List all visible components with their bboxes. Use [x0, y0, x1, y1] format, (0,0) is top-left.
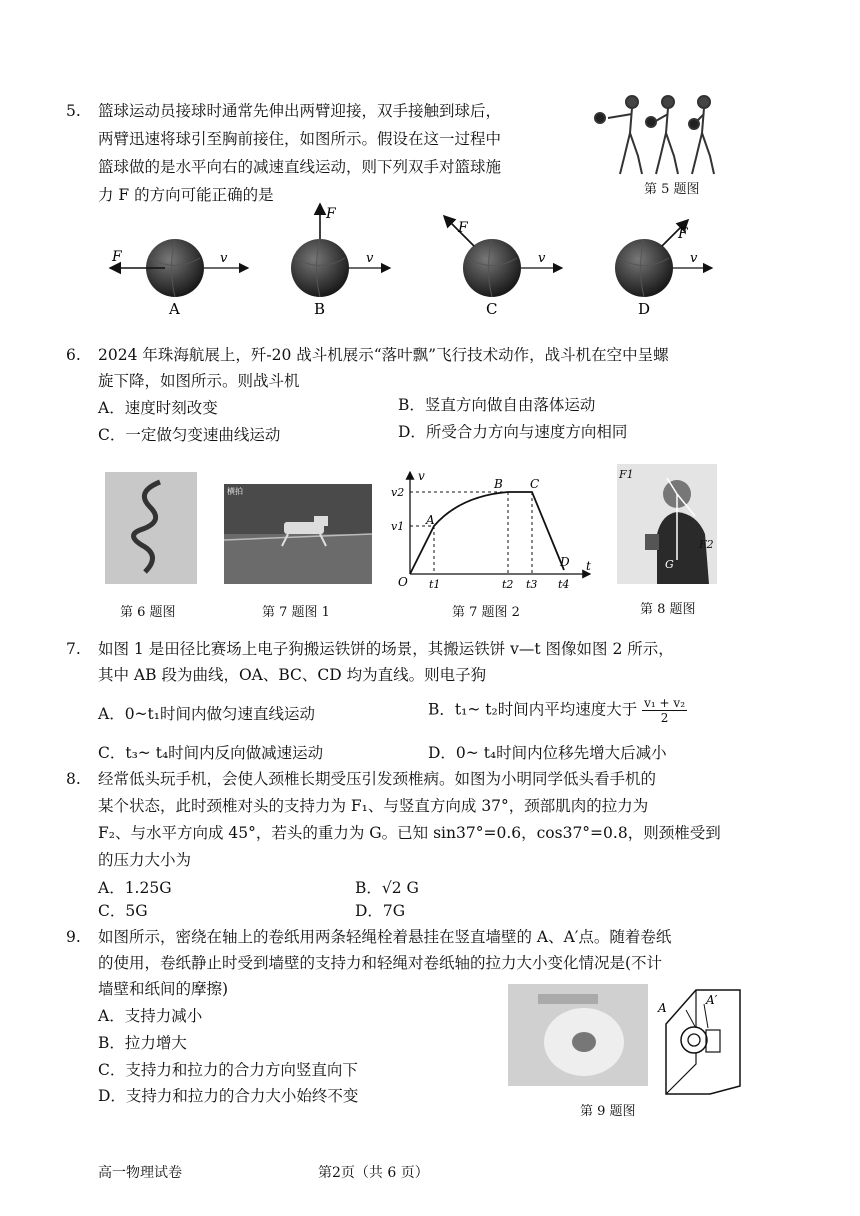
question-9-number: 9. [66, 928, 81, 946]
question-8-option-b: B．√2 G [355, 879, 419, 897]
t2-tick-label: t2 [502, 578, 514, 591]
velocity-label-b: v [366, 251, 374, 266]
figure-9-photo [508, 984, 648, 1086]
question-7-option-b [428, 696, 687, 725]
question-7-number: 7. [66, 640, 81, 658]
question-8-line-2: 某个状态，此时颈椎对头的支持力为 F₁、与竖直方向成 37°，颈部肌肉的拉力为 [98, 797, 649, 815]
figure-6-caption: 第 6 题图 [120, 605, 176, 620]
point-a-prime-label-9: A′ [706, 993, 718, 1007]
figure-7-2-caption: 第 7 题图 2 [452, 605, 520, 620]
figure-7-2-vt-graph [390, 466, 600, 592]
force-label-a: F [112, 249, 122, 265]
question-5-line-1: 篮球运动员接球时通常先伸出两臂迎接，双手接触到球后， [98, 102, 502, 120]
question-9-line-2: 的使用，卷纸静止时受到墙壁的支持力和轻绳对卷纸轴的拉力大小变化情况是(不计 [98, 954, 663, 972]
velocity-label-c: v [538, 251, 546, 266]
option-a-diagram [110, 239, 248, 297]
t4-tick-label: t4 [558, 578, 570, 591]
figure-9-diagram [656, 984, 746, 1096]
question-7-option-c: C．t₃~ t₄时间内反向做减速运动 [98, 744, 324, 762]
question-9-option-c: C．支持力和拉力的合力方向竖直向下 [98, 1061, 358, 1079]
question-6-line-2: 旋下降，如图所示。则战斗机 [98, 372, 300, 390]
question-6-option-d: D．所受合力方向与速度方向相同 [398, 423, 628, 441]
force-label-c: F [458, 220, 468, 236]
g-label: G [665, 558, 674, 571]
question-7-option-b-text: B．t₁~ t₂时间内平均速度大于 [428, 700, 638, 719]
question-6-number: 6. [66, 346, 81, 364]
basketball-player-figure [588, 88, 740, 178]
question-5-line-4: 力 F 的方向可能正确的是 [98, 186, 274, 204]
question-5-line-2: 两臂迅速将球引至胸前接住，如图所示。假设在这一过程中 [98, 130, 502, 148]
question-8-number: 8. [66, 770, 81, 788]
question-7-option-d: D．0~ t₄时间内位移先增大后减小 [428, 744, 667, 762]
figure-7-1-corner-text: 横拍 [227, 487, 243, 496]
figure-6-photo [105, 472, 197, 584]
figure-7-1-photo [224, 484, 372, 584]
question-8-option-a: A．1.25G [98, 879, 172, 897]
figure-8-photo [617, 464, 717, 584]
question-5-line-3: 篮球做的是水平向右的减速直线运动，则下列双手对篮球施 [98, 158, 502, 176]
footer-page-number: 第2页（共 6 页） [318, 1165, 429, 1181]
t1-tick-label: t1 [429, 578, 441, 591]
question-7-line-2: 其中 AB 段为曲线，OA、BC、CD 均为直线。则电子狗 [98, 666, 487, 684]
option-b-fraction [642, 696, 687, 725]
fraction-numerator: v₁ + v₂ [644, 696, 686, 710]
question-5-options-diagram [100, 198, 740, 322]
question-7-option-a: A．0~t₁时间内做匀速直线运动 [98, 705, 315, 723]
force-label-d: F [678, 226, 688, 242]
fraction-denominator: 2 [660, 711, 669, 725]
question-9-option-d: D．支持力和拉力的合力大小始终不变 [98, 1087, 359, 1105]
question-8-line-1: 经常低头玩手机，会使人颈椎长期受压引发颈椎病。如图为小明同学低头看手机的 [98, 770, 657, 788]
vt-curve [410, 492, 564, 574]
question-9-line-3: 墙壁和纸间的摩擦) [98, 980, 229, 998]
question-9-option-b: B．拉力增大 [98, 1034, 187, 1052]
velocity-label-a: v [220, 251, 228, 266]
basketball-c [463, 239, 521, 297]
point-a-label-9: A [658, 1001, 667, 1015]
question-6-option-b: B．竖直方向做自由落体运动 [398, 396, 596, 414]
figure-9-caption: 第 9 题图 [580, 1104, 636, 1119]
question-7-line-1: 如图 1 是田径比赛场上电子狗搬运铁饼的场景，其搬运铁饼 v—t 图像如图 2 所示， [98, 640, 674, 658]
question-5-number: 5. [66, 102, 81, 120]
question-8-option-c: C．5G [98, 902, 148, 920]
point-a-label: A [426, 513, 435, 527]
f1-label: F1 [619, 468, 634, 481]
figure-8-caption: 第 8 题图 [640, 602, 696, 617]
v2-tick-label: v2 [391, 486, 405, 499]
basketball-d [615, 239, 673, 297]
question-9-option-a: A．支持力减小 [98, 1007, 203, 1025]
option-c-label: C [486, 300, 498, 318]
t-axis-label: t [586, 559, 591, 573]
f2-label: F2 [699, 538, 714, 551]
option-d-diagram [615, 220, 712, 297]
point-b-label: B [494, 477, 503, 491]
option-b-label: B [314, 300, 326, 318]
option-d-label: D [638, 300, 651, 318]
origin-label: O [398, 575, 408, 589]
question-8-option-d: D．7G [355, 902, 406, 920]
v-axis-label: v [418, 469, 425, 483]
footer-paper-title: 高一物理试卷 [98, 1165, 182, 1181]
figure-5-caption: 第 5 题图 [644, 182, 700, 197]
question-6-option-a: A．速度时刻改变 [98, 399, 218, 417]
question-6-option-c: C．一定做匀变速曲线运动 [98, 426, 281, 444]
question-6-line-1: 2024 年珠海航展上，歼-20 战斗机展示“落叶飘”飞行技术动作，战斗机在空中呈螺 [98, 346, 669, 364]
t3-tick-label: t3 [526, 578, 538, 591]
point-c-label: C [530, 477, 540, 491]
basketball-b [291, 239, 349, 297]
option-a-label: A [169, 300, 180, 318]
question-8-line-3: F₂、与水平方向成 45°，若头的重力为 G。已知 sin37°=0.6，cos37°=0.8，则颈椎受到 [98, 824, 721, 842]
point-d-label: D [560, 555, 570, 569]
question-8-line-4: 的压力大小为 [98, 851, 192, 869]
option-c-diagram [444, 216, 562, 297]
option-b-diagram [291, 204, 390, 297]
question-9-line-1: 如图所示，密绕在轴上的卷纸用两条轻绳栓着悬挂在竖直墙壁的 A、A′点。随着卷纸 [98, 928, 672, 946]
figure-7-1-caption: 第 7 题图 1 [262, 605, 330, 620]
v1-tick-label: v1 [391, 520, 405, 533]
force-label-b: F [326, 206, 336, 222]
velocity-label-d: v [690, 251, 698, 266]
